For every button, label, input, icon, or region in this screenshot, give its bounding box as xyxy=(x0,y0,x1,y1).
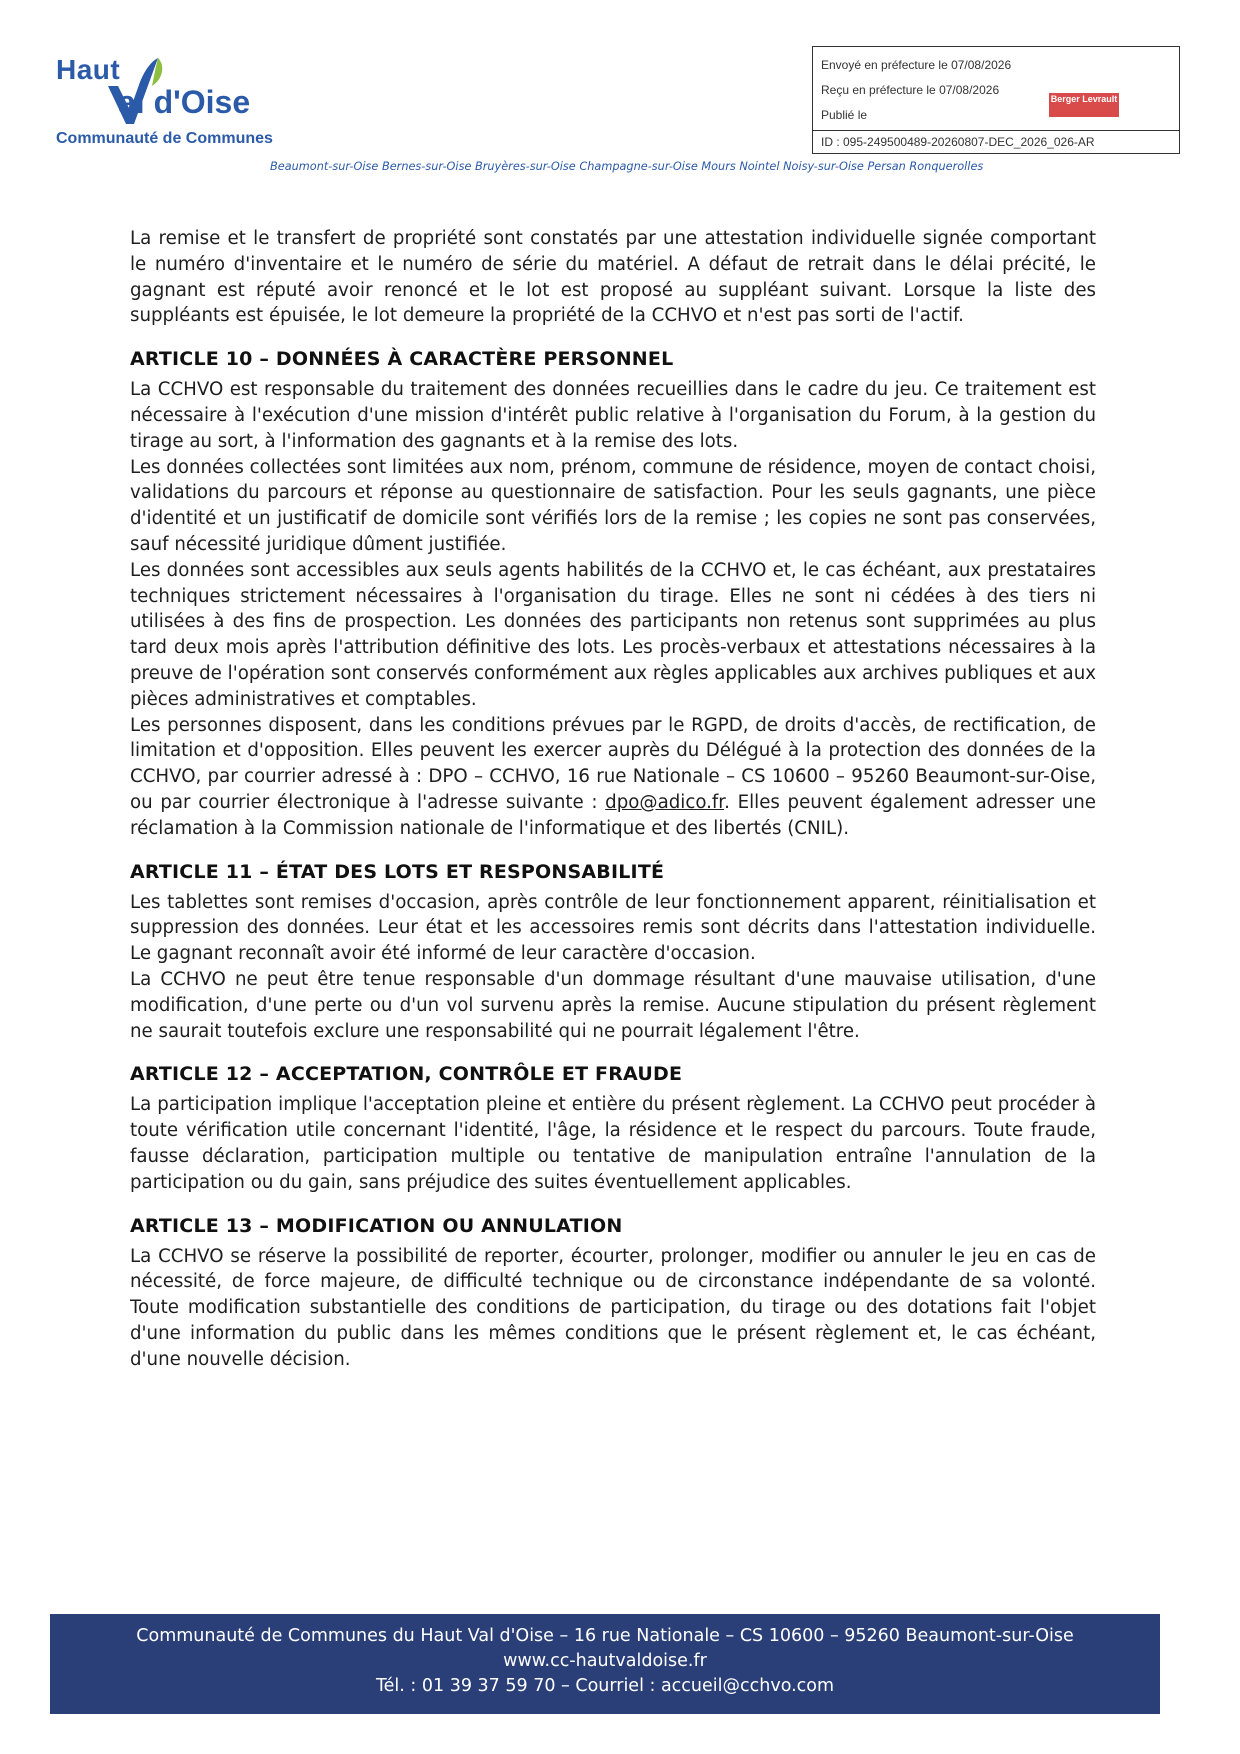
logo-text-val-doise: al d'Oise xyxy=(118,84,251,120)
article-10-title: ARTICLE 10 – DONNÉES À CARACTÈRE PERSONNEL xyxy=(130,348,674,371)
intro-paragraph: La remise et le transfert de propriété sont constatés par une attestation individuelle signée comportant le numéro d'inventaire et le numéro de série du matériel. A défaut de retrait dans le délai précité, le gagnant est réputé avoir renoncé et le lot est proposé au suppléant suivant. Lorsque la liste des suppléants est épuisée, le lot demeure la propriété de la CCHVO et n'est pas sorti de l'actif. xyxy=(130,228,1096,327)
footer-address: Communauté de Communes du Haut Val d'Oise – 16 rue Nationale – CS 10600 – 95260 Beaumont-sur-Oise xyxy=(136,1626,1074,1646)
article-11-title: ARTICLE 11 – ÉTAT DES LOTS ET RESPONSABILITÉ xyxy=(130,860,665,883)
prefecture-stamp xyxy=(812,46,1180,154)
footer-contact[interactable]: Tél. : 01 39 37 59 70 – Courriel : accueil@cchvo.com xyxy=(375,1676,835,1696)
berger-levrault-logo: Berger Levrault xyxy=(1049,93,1119,117)
stamp-sent: Envoyé en préfecture le 07/08/2026 xyxy=(821,58,1012,72)
article-10-paragraph-4 xyxy=(130,713,1096,842)
logo-subtitle: Communauté de Communes xyxy=(56,130,273,147)
article-10-paragraph-4-start: Les personnes disposent, dans les conditions prévues par le RGPD, de droits d'accès, de rectification, de limitation et d'opposition. Elles peuvent les exercer auprès du Délégué à la protection des données de la CCHVO, par courrier adressé à : DPO – CCHVO, 16 rue Nationale – CS 10600 – 95260 Beaumont-sur-Oise, ou par courrier électronique à l'adresse suivante : xyxy=(130,714,1096,813)
stamp-received: Reçu en préfecture le 07/08/2026 xyxy=(821,83,1000,97)
page-footer xyxy=(50,1614,1160,1714)
article-12-title: ARTICLE 12 – ACCEPTATION, CONTRÔLE ET FRAUDE xyxy=(130,1063,683,1086)
article-11-paragraph-1: Les tablettes sont remises d'occasion, après contrôle de leur fonctionnement apparent, réinitialisation et suppression des données. Leur état et les accessoires remis sont décrits dans l'attestation individuelle. Le gagnant reconnaît avoir été informé de leur caractère d'occasion. xyxy=(130,891,1096,965)
article-11-paragraph-2: La CCHVO ne peut être tenue responsable d'un dommage résultant d'une mauvaise utilisation, d'une modification, d'une perte ou d'un vol survenu après la remise. Aucune stipulation du présent règlement ne saurait toutefois exclure une responsabilité qui ne pourrait légalement l'être. xyxy=(130,968,1096,1042)
dpo-email-link[interactable]: dpo@adico.fr xyxy=(605,791,725,813)
logo-text-haut: Haut xyxy=(56,54,121,85)
footer-website[interactable]: www.cc-hautvaldoise.fr xyxy=(503,1651,707,1671)
document-body xyxy=(130,226,1096,1372)
article-10-paragraph-2: Les données collectées sont limitées aux nom, prénom, commune de résidence, moyen de contact choisi, validations du parcours et réponse au questionnaire de satisfaction. Pour les seuls gagnants, une pièce d'identité et un justificatif de domicile sont vérifiés lors de la remise ; les copies ne sont pas conservées, sauf nécessité juridique dûment justifiée. xyxy=(130,456,1096,555)
stamp-id: ID : 095-249500489-20260807-DEC_2026_026-AR xyxy=(813,130,1179,153)
article-13-title: ARTICLE 13 – MODIFICATION OU ANNULATION xyxy=(130,1214,623,1237)
cchvo-logo xyxy=(52,50,302,160)
stamp-published: Publié le xyxy=(821,108,868,122)
article-13-paragraph-1: La CCHVO se réserve la possibilité de reporter, écourter, prolonger, modifier ou annuler le jeu en cas de nécessité, de force majeure, de difficulté technique ou de circonstance indépendante de sa volonté. Toute modification substantielle des conditions de participation, du tirage ou des dotations fait l'objet d'une information du public dans les mêmes conditions que le présent règlement et, le cas échéant, d'une nouvelle décision. xyxy=(130,1245,1096,1370)
article-10-paragraph-1: La CCHVO est responsable du traitement des données recueillies dans le cadre du jeu. Ce traitement est nécessaire à l'exécution d'une mission d'intérêt public relative à l'organisation du Forum, à la gestion du tirage au sort, à l'information des gagnants et à la remise des lots. xyxy=(130,379,1096,452)
article-10-paragraph-3: Les données sont accessibles aux seuls agents habilités de la CCHVO et, le cas échéant, aux prestataires techniques strictement nécessaires à l'organisation du tirage. Elles ne sont ni cédées à des tiers ni utilisées à des fins de prospection. Les données des participants non retenus sont supprimées au plus tard deux mois après l'attribution définitive des lots. Les procès-verbaux et attestations nécessaires à la preuve de l'opération sont conservés conformément aux règles applicables aux archives publiques et aux pièces administratives et comptables. xyxy=(130,559,1096,710)
member-towns: Beaumont-sur-Oise Bernes-sur-Oise Bruyères-sur-Oise Champagne-sur-Oise Mours Nointel Noisy-sur-Oise Persan Ronquerolles xyxy=(270,160,984,173)
article-10-paragraph-4-end: . Elles peuvent également adresser une réclamation à la Commission nationale de l'informatique et des libertés (CNIL). xyxy=(130,791,1096,839)
article-12-paragraph-1: La participation implique l'acceptation pleine et entière du présent règlement. La CCHVO peut procéder à toute vérification utile concernant l'identité, l'âge, la résidence et le respect du parcours. Toute fraude, fausse déclaration, participation multiple ou tentative de manipulation entraîne l'annulation de la participation ou du gain, sans préjudice des suites éventuellement applicables. xyxy=(130,1094,1096,1193)
